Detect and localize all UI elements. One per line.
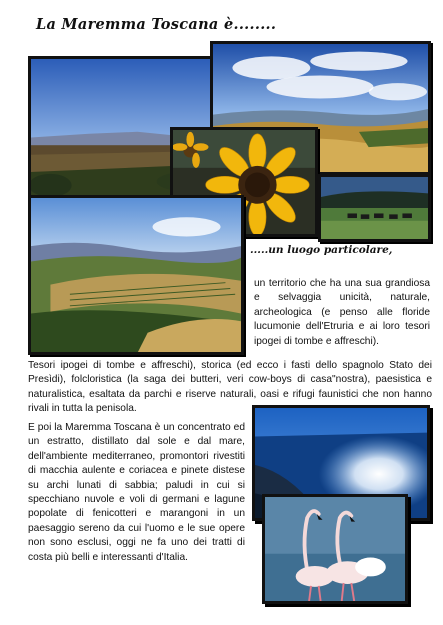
paragraph-territory: un territorio che ha una sua grandiosa e selvaggia unicità, naturale, archeologica (e penso alle floride lucumonie dell'Etruria e ai loro tesori ipogei di tombe e affreschi). xyxy=(254,278,430,347)
grazing-horses-photo xyxy=(318,174,431,242)
paragraph-treasures: Tesori ipogei di tombe e affreschi), storica (ed ecco i fasti dello spagnolo Stato dei Presìdi), folcloristica (la saga dei butteri, veri cow-boys di casa"nostra), paesistica e naturalistica, esaltata da parchi e riserve naturali, oasi e rifugi faunistici che non hanno rivali in tutta la penisola. xyxy=(28,360,432,415)
vineyard-hills-photo xyxy=(28,195,244,355)
section-subtitle: .....un luogo particolare, xyxy=(250,244,393,256)
flamingos-photo xyxy=(262,494,408,604)
page-title: La Maremma Toscana è........ xyxy=(36,16,277,33)
paragraph-mediterranean: E poi la Maremma Toscana è un concentrato ed un estratto, distillato dal sole e dal mare, dell'ambiente mediterraneo, promontori rivestiti di macchia aulente e coriacea e pinete distese su archi lunati di sabbia; paludi in cui si specchiano nuvole e voli di germani e lagune popolate di fenicotteri e marangoni in un paesaggio sereno da cui l'uomo e le sue opere non sono esclusi, oggi ne fa uno dei tratti di costa più belli e interessanti d'Italia. xyxy=(28,422,245,563)
